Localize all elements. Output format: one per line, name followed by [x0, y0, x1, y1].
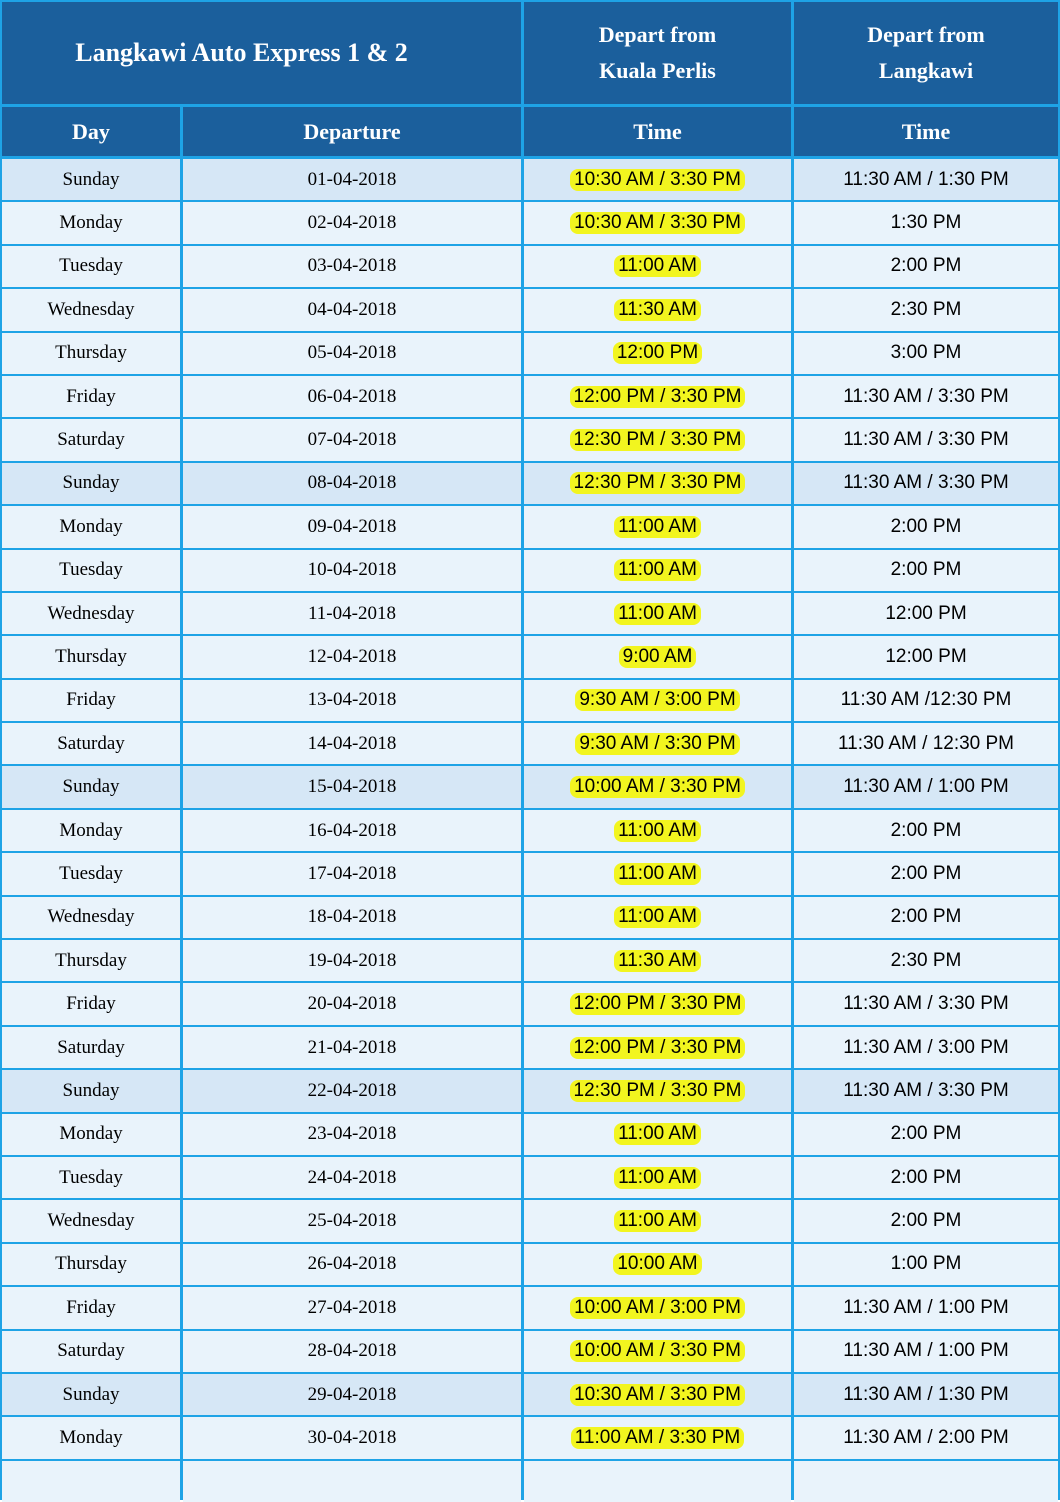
langkawi-time-cell: 11:30 AM / 12:30 PM: [794, 723, 1058, 764]
langkawi-time-cell: 2:00 PM: [794, 1114, 1058, 1155]
langkawi-time-cell: 2:00 PM: [794, 1200, 1058, 1241]
table-title-row: [2, 2, 1058, 104]
day-cell: Tuesday: [2, 550, 180, 591]
schedule-rows: [2, 159, 1058, 1502]
day-cell: Wednesday: [2, 593, 180, 634]
departure-date-cell: 17-04-2018: [183, 853, 521, 894]
highlighted-time: 10:30 AM / 3:30 PM: [570, 1384, 745, 1406]
day-cell: Sunday: [2, 463, 180, 504]
highlighted-time: 12:30 PM / 3:30 PM: [570, 1080, 746, 1102]
departure-date-cell: 03-04-2018: [183, 246, 521, 287]
kuala-perlis-time-cell: [524, 940, 791, 981]
day-cell: Thursday: [2, 333, 180, 374]
kuala-perlis-time-cell: [524, 723, 791, 764]
langkawi-time-cell: 1:30 PM: [794, 202, 1058, 243]
langkawi-time-cell: 11:30 AM /12:30 PM: [794, 680, 1058, 721]
langkawi-time-cell: 2:00 PM: [794, 1157, 1058, 1198]
kuala-perlis-time-cell: [524, 810, 791, 851]
langkawi-time-cell: 11:30 AM / 3:00 PM: [794, 1027, 1058, 1068]
kuala-perlis-time-cell: [524, 853, 791, 894]
langkawi-time-cell: 2:00 PM: [794, 810, 1058, 851]
langkawi-time-cell: 11:30 AM / 3:30 PM: [794, 1070, 1058, 1111]
langkawi-time-cell: 1:00 PM: [794, 1244, 1058, 1285]
kuala-perlis-time-cell: [524, 1417, 791, 1458]
highlighted-time: 10:00 AM / 3:00 PM: [570, 1297, 745, 1319]
day-cell: Thursday: [2, 1244, 180, 1285]
day-cell: Thursday: [2, 940, 180, 981]
langkawi-time-cell: 11:30 AM / 1:30 PM: [794, 159, 1058, 200]
kuala-perlis-time-cell: [524, 1157, 791, 1198]
kuala-perlis-time-cell: [524, 1374, 791, 1415]
day-cell: Monday: [2, 810, 180, 851]
departure-date-cell: 06-04-2018: [183, 376, 521, 417]
day-cell: Sunday: [2, 1070, 180, 1111]
empty-cell: [2, 1461, 180, 1502]
highlighted-time: 11:00 AM: [614, 863, 701, 885]
highlighted-time: 11:00 AM: [614, 559, 701, 581]
highlighted-time: 12:00 PM: [613, 342, 702, 364]
header-depart-from-label: Depart from: [867, 22, 985, 47]
kuala-perlis-time-cell: [524, 983, 791, 1024]
highlighted-time: 12:30 PM / 3:30 PM: [570, 429, 746, 451]
header-depart-from-label: Depart from: [598, 22, 717, 47]
highlighted-time: 12:00 PM / 3:30 PM: [570, 386, 746, 408]
day-cell: Tuesday: [2, 246, 180, 287]
day-cell: Wednesday: [2, 897, 180, 938]
day-cell: Monday: [2, 506, 180, 547]
departure-date-cell: 28-04-2018: [183, 1331, 521, 1372]
langkawi-time-cell: 11:30 AM / 1:30 PM: [794, 1374, 1058, 1415]
kuala-perlis-time-cell: [524, 246, 791, 287]
highlighted-time: 11:30 AM: [614, 950, 701, 972]
langkawi-time-cell: 11:30 AM / 3:30 PM: [794, 376, 1058, 417]
column-header-row: [2, 107, 1058, 156]
highlighted-time: 11:00 AM: [614, 255, 701, 277]
departure-date-cell: 15-04-2018: [183, 766, 521, 807]
day-cell: Tuesday: [2, 853, 180, 894]
highlighted-time: 9:30 AM / 3:30 PM: [575, 733, 739, 755]
kuala-perlis-time-cell: [524, 766, 791, 807]
column-header-departure: Departure: [183, 107, 521, 156]
header-depart-langkawi: [794, 2, 1058, 104]
day-cell: Sunday: [2, 1374, 180, 1415]
departure-date-cell: 14-04-2018: [183, 723, 521, 764]
kuala-perlis-time-cell: [524, 1287, 791, 1328]
departure-date-cell: 07-04-2018: [183, 419, 521, 460]
day-cell: Wednesday: [2, 289, 180, 330]
table-title: Langkawi Auto Express 1 & 2: [2, 2, 521, 104]
day-cell: Saturday: [2, 1331, 180, 1372]
highlighted-time: 11:00 AM: [614, 603, 701, 625]
day-cell: Saturday: [2, 1027, 180, 1068]
departure-date-cell: 02-04-2018: [183, 202, 521, 243]
day-cell: Saturday: [2, 723, 180, 764]
kuala-perlis-time-cell: [524, 636, 791, 677]
highlighted-time: 11:30 AM: [614, 299, 701, 321]
kuala-perlis-time-cell: [524, 1027, 791, 1068]
departure-date-cell: 05-04-2018: [183, 333, 521, 374]
highlighted-time: 11:00 AM / 3:30 PM: [571, 1427, 744, 1449]
departure-date-cell: 18-04-2018: [183, 897, 521, 938]
day-cell: Friday: [2, 376, 180, 417]
langkawi-time-cell: 2:00 PM: [794, 853, 1058, 894]
departure-date-cell: 09-04-2018: [183, 506, 521, 547]
column-header-day: Day: [2, 107, 180, 156]
highlighted-time: 12:00 PM / 3:30 PM: [570, 993, 746, 1015]
departure-date-cell: 04-04-2018: [183, 289, 521, 330]
kuala-perlis-time-cell: [524, 289, 791, 330]
highlighted-time: 11:00 AM: [614, 820, 701, 842]
departure-date-cell: 24-04-2018: [183, 1157, 521, 1198]
kuala-perlis-time-cell: [524, 376, 791, 417]
kuala-perlis-time-cell: [524, 593, 791, 634]
header-kuala-perlis-label: Kuala Perlis: [599, 58, 716, 83]
langkawi-time-cell: 11:30 AM / 1:00 PM: [794, 766, 1058, 807]
header-depart-kuala-perlis: [524, 2, 791, 104]
highlighted-time: 10:30 AM / 3:30 PM: [570, 212, 745, 234]
highlighted-time: 10:00 AM / 3:30 PM: [570, 1340, 745, 1362]
column-header-time-langkawi: Time: [794, 107, 1058, 156]
departure-date-cell: 22-04-2018: [183, 1070, 521, 1111]
kuala-perlis-time-cell: [524, 1114, 791, 1155]
kuala-perlis-time-cell: [524, 506, 791, 547]
day-cell: Wednesday: [2, 1200, 180, 1241]
langkawi-time-cell: 11:30 AM / 3:30 PM: [794, 419, 1058, 460]
departure-date-cell: 29-04-2018: [183, 1374, 521, 1415]
kuala-perlis-time-cell: [524, 1244, 791, 1285]
langkawi-time-cell: 2:30 PM: [794, 289, 1058, 330]
highlighted-time: 9:00 AM: [619, 646, 697, 668]
highlighted-time: 11:00 AM: [614, 1210, 701, 1232]
departure-date-cell: 13-04-2018: [183, 680, 521, 721]
langkawi-time-cell: 11:30 AM / 2:00 PM: [794, 1417, 1058, 1458]
kuala-perlis-time-cell: [524, 1070, 791, 1111]
kuala-perlis-time-cell: [524, 419, 791, 460]
day-cell: Sunday: [2, 159, 180, 200]
day-cell: Monday: [2, 1417, 180, 1458]
kuala-perlis-time-cell: [524, 550, 791, 591]
departure-date-cell: 26-04-2018: [183, 1244, 521, 1285]
kuala-perlis-time-cell: [524, 463, 791, 504]
highlighted-time: 11:00 AM: [614, 1167, 701, 1189]
langkawi-time-cell: 2:00 PM: [794, 897, 1058, 938]
departure-date-cell: 16-04-2018: [183, 810, 521, 851]
langkawi-time-cell: 2:00 PM: [794, 246, 1058, 287]
departure-date-cell: 08-04-2018: [183, 463, 521, 504]
langkawi-time-cell: 11:30 AM / 1:00 PM: [794, 1287, 1058, 1328]
highlighted-time: 12:30 PM / 3:30 PM: [570, 472, 746, 494]
langkawi-time-cell: 3:00 PM: [794, 333, 1058, 374]
highlighted-time: 11:00 AM: [614, 516, 701, 538]
day-cell: Thursday: [2, 636, 180, 677]
departure-date-cell: 01-04-2018: [183, 159, 521, 200]
departure-date-cell: 20-04-2018: [183, 983, 521, 1024]
empty-cell: [524, 1461, 791, 1502]
departure-date-cell: 27-04-2018: [183, 1287, 521, 1328]
kuala-perlis-time-cell: [524, 159, 791, 200]
langkawi-time-cell: 11:30 AM / 3:30 PM: [794, 983, 1058, 1024]
kuala-perlis-time-cell: [524, 897, 791, 938]
highlighted-time: 10:00 AM: [613, 1253, 701, 1275]
day-cell: Sunday: [2, 766, 180, 807]
highlighted-time: 11:00 AM: [614, 906, 701, 928]
langkawi-time-cell: 12:00 PM: [794, 593, 1058, 634]
langkawi-time-cell: 12:00 PM: [794, 636, 1058, 677]
departure-date-cell: 23-04-2018: [183, 1114, 521, 1155]
departure-date-cell: 11-04-2018: [183, 593, 521, 634]
day-cell: Friday: [2, 983, 180, 1024]
departure-date-cell: 19-04-2018: [183, 940, 521, 981]
langkawi-time-cell: 2:00 PM: [794, 506, 1058, 547]
kuala-perlis-time-cell: [524, 680, 791, 721]
day-cell: Monday: [2, 1114, 180, 1155]
departure-date-cell: 25-04-2018: [183, 1200, 521, 1241]
departure-date-cell: 30-04-2018: [183, 1417, 521, 1458]
langkawi-time-cell: 11:30 AM / 3:30 PM: [794, 463, 1058, 504]
day-cell: Saturday: [2, 419, 180, 460]
kuala-perlis-time-cell: [524, 333, 791, 374]
kuala-perlis-time-cell: [524, 1200, 791, 1241]
column-header-time-kuala-perlis: Time: [524, 107, 791, 156]
day-cell: Friday: [2, 680, 180, 721]
highlighted-time: 10:00 AM / 3:30 PM: [570, 776, 745, 798]
highlighted-time: 9:30 AM / 3:00 PM: [575, 689, 739, 711]
departure-date-cell: 10-04-2018: [183, 550, 521, 591]
kuala-perlis-time-cell: [524, 1331, 791, 1372]
highlighted-time: 10:30 AM / 3:30 PM: [570, 169, 745, 191]
header-langkawi-label: Langkawi: [878, 58, 974, 83]
day-cell: Tuesday: [2, 1157, 180, 1198]
day-cell: Monday: [2, 202, 180, 243]
empty-cell: [183, 1461, 521, 1502]
empty-cell: [794, 1461, 1058, 1502]
departure-date-cell: 12-04-2018: [183, 636, 521, 677]
kuala-perlis-time-cell: [524, 202, 791, 243]
day-cell: Friday: [2, 1287, 180, 1328]
departure-date-cell: 21-04-2018: [183, 1027, 521, 1068]
highlighted-time: 11:00 AM: [614, 1123, 701, 1145]
langkawi-time-cell: 11:30 AM / 1:00 PM: [794, 1331, 1058, 1372]
langkawi-time-cell: 2:00 PM: [794, 550, 1058, 591]
langkawi-time-cell: 2:30 PM: [794, 940, 1058, 981]
highlighted-time: 12:00 PM / 3:30 PM: [570, 1037, 746, 1059]
